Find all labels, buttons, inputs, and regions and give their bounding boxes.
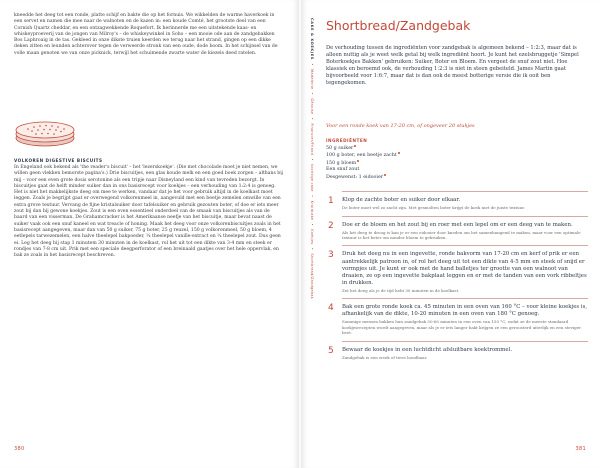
step-divider: [342, 216, 588, 217]
recipe-step: [326, 245, 588, 298]
recipe-steps: [326, 191, 588, 365]
ingredient-item: Desgewenst: 1 eidooier: [326, 174, 526, 181]
bullet-dot-icon: [398, 152, 400, 154]
left-page-top-text: kneedde het deeg tot een ronde, platte schijf en bakte die op het fornuis. We wikkelden de warme haverkoek in een servet en namen die mee naar de walnoten en de kazen in: een koude Comté, het grootste deel van een Cornish Quartz cheddar, en een ontzagwekkende Roquefort. Ik herinnerde me een uitstekende kaas- en whiskeyproeverij van de jongen van Milroy's – de whiskeywinkel in Soho – een mooie ode aan de zandgebakken Bos Laphroaig in de tas. Gekleed in onze dikste truien keerden we terug naar het strand, gingen op een dikke deken zitten en leunden achterover tegen de verweerde stronk van een oude, dode boom. In het schijnsel van de volle maan genoten we van onze picknick, terwijl het schuimende zwarte water de kiezels deed ratelen.: [14, 13, 278, 56]
ingredients-heading: INGREDIËNTEN: [326, 138, 368, 143]
ingredient-item: 150 g bloem: [326, 160, 526, 167]
digestive-section: [14, 158, 284, 259]
side-tab-item: Shortbread/Zandgebak: [310, 253, 314, 299]
recipe-step: [326, 341, 588, 366]
bullet-dot-icon: [384, 174, 386, 176]
recipe-step: [326, 191, 588, 216]
recipe-step: [326, 216, 588, 246]
step-text: Bak een grote ronde koek ca. 45 minuten in een oven van 160 °C – voor kleine koekjes is, afhankelijk van de dikte, 10-20 minuten in een oven van 180 °C genoeg.: [342, 304, 588, 318]
right-page: [301, 0, 600, 468]
step-note: Sommige mensen bakken hun zandgebak 50-60 minuten in een oven van 150 °C, zodat ze de meeste standaard koekjesrecepten wordt aangegeven, maar als je er iets langer bakt krijgen ze een gerousterd uiterlijk en een steviger beet.: [342, 319, 582, 336]
side-tab-item: Vochtige cake: [310, 164, 314, 192]
page-number-left: 380: [14, 446, 25, 452]
section-heading: VOLKOREN DIGESTIVE BISCUITS: [14, 158, 103, 163]
step-note: Als het deeg te droog is kan je er een eidooier door kneden om het samenhangend te maken, maar voor een optimale textuur is het beter om minder bloem te gebruiken.: [342, 229, 581, 240]
step-text: Druk het deeg nu in een ingevette, ronde bakvorm van 17-20 cm en kerf of prik er een aantrekkelijk patroon in, of rol het deeg uit tot een dikte van 4-5 mm en steek of snijd er vormpjes uit. Je kunt er ook met de hand balletjes ter grootte van een walnoot van draaien, ze op een ingevette bakplaat leggen en er met de tanden van een vork ribbeltjes in drukken.: [342, 251, 587, 286]
section-text: In Engeland ook bekend als 'the reader's biscuit' – het 'lezerskoekje'. (Die met chocolade moet je niet nemen, we willen geen vlekken bemorste pagina's.) Drie biscuitjes, een glas koude melk en een goed boek zorgen – althans bij mij – voor een even grote dosis serotonine als een tripje naar Disneyland een kind van tevreden bezorgt. In biscuitjes gaat de helft minder suiker dan in ons basisrecept voor koekjes – een verhouding van 1:2:4 is genoeg. Het is niet het makkelijkste deeg om mee te werken, vandaar dat je het voor gebruik altijd in de koelkast moet leggen. Zoals je begrijpt gaat er overwegend volkorenmeel in, aangevuld met een beetje zemelen omwille van een extra grove textuur. Vervang de fijne kristalsuiker door tafelsuiker en gebruik gezouten boter, of doe er iets meer zout bij dan bij gewone koekjes. Zout is een even essentieel onderdeel van de smaak van biscuitjes als van de baard van een visserman. De Grahamcracker is het Amerikaanse neefje van het biscuitje, maar bevat naast de suiker vaak ook een snuf kaneel en wat treacle of honing. Maak het deeg voor onze volkorenbiscuitjes zoals in het basisrecept aangegeven, maar dan van 50 g suiker, 75 g boter, 25 g reuzel, 150 g volkorenmeel, 50 g bloem, 4 eetlepels tarwezemelen, een halve theelepel bakpoeder, ¼ theelepel vanille-extract en ¼ theelepel zout. Dus geen ei. Leg het deeg bij stap 1 minutem 30 minuten in de koelkast, rol het uit tot een dikte van 3-4 mm en steek er rondjes van 7-8 cm uit. Prik met een speciale deegperforator of een breinaald gaatjes over het hele oppervlak, en bak ze zoals in het basisrecept beschreven.: [14, 165, 284, 259]
ingredient-item: 100 g boter, een beetje zacht: [326, 152, 526, 159]
step-note: Zandgebak is een week of twee houdbaar.: [342, 354, 428, 360]
step-number: 1: [328, 196, 334, 206]
side-tab-item: Madeleine: [310, 69, 314, 90]
bullet-dot-icon: [357, 160, 359, 162]
step-note: De boter moet wel zo zacht zijn. Met gesmolten boter krijgt de koek niet de juiste textuur.: [342, 205, 526, 211]
side-tab-text: CAKE & KOEKJES • Madeleine • Génoise • Financier/Friand • Vochtige cake • Kruidcake • Koekjes • Shortbread/Zandgebak: [310, 18, 314, 299]
ingredient-item: Een snuf zout: [326, 167, 360, 173]
step-divider: [342, 245, 588, 246]
page-number-right: 381: [575, 446, 586, 452]
side-tab-category: CAKE & KOEKJES: [310, 18, 314, 60]
step-text: Klop de zachte boter en suiker door elkaar.: [342, 197, 461, 203]
step-number: 5: [328, 345, 334, 356]
recipe-yield: Voor een ronde koek van 17-20 cm, of ongeveer 20 stukjes: [326, 123, 475, 129]
side-tab-item: Génoise: [310, 98, 314, 115]
bullet-dot-icon: [354, 145, 356, 147]
ingredient-item: 50 g suiker: [326, 145, 526, 152]
recipe-title: Shortbread/Zandgebak: [326, 18, 471, 33]
side-tab-item: Koekjes: [310, 229, 314, 245]
side-tab-item: Financier/Friand: [310, 123, 314, 155]
step-number: 3: [328, 250, 334, 261]
biscuit-illustration: [14, 118, 76, 148]
recipe-intro: De verhouding tussen de ingrediënten voor zandgebak is algemeen bekend – 1:2:3, maar dat is alleen nuttig als je weet welk getal bij welk ingrediënt hoort. Je kunt het ezelsbruggetje 'Simpel Boterkoekjes Bakken' gebruiken: Suiker, Boter en Bloem. En vergeet de snuf zout niet. Hoe klassiek en beroemd ook, de verhouding 1:2:3 is niet in steen gebeiteld. James Martin gaat bijvoorbeeld voor 1:6:7, maar dat is dan ook de meest botterige versie die ik ooit ben tegengekomen.: [326, 45, 579, 86]
step-divider: [342, 341, 588, 342]
step-divider: [342, 298, 588, 299]
step-number: 4: [328, 303, 334, 314]
side-tab-item: Kruidcake: [310, 200, 314, 221]
chapter-side-tab: [306, 18, 316, 299]
step-note: Zet het deeg als je de tijd hebt 30 minuten in de koelkast.: [342, 287, 460, 293]
recipe-step: [326, 298, 588, 340]
step-text: Doe er de bloem en het zout bij en roer met een lepel om er een deeg van te maken.: [342, 221, 573, 228]
ingredients-block: [326, 138, 526, 181]
left-page: [0, 0, 299, 468]
step-text: Bewaar de koekjes in een luchtdicht afsluitbare koektrommel.: [342, 346, 513, 353]
step-number: 2: [328, 220, 334, 231]
step-divider: [342, 191, 588, 192]
